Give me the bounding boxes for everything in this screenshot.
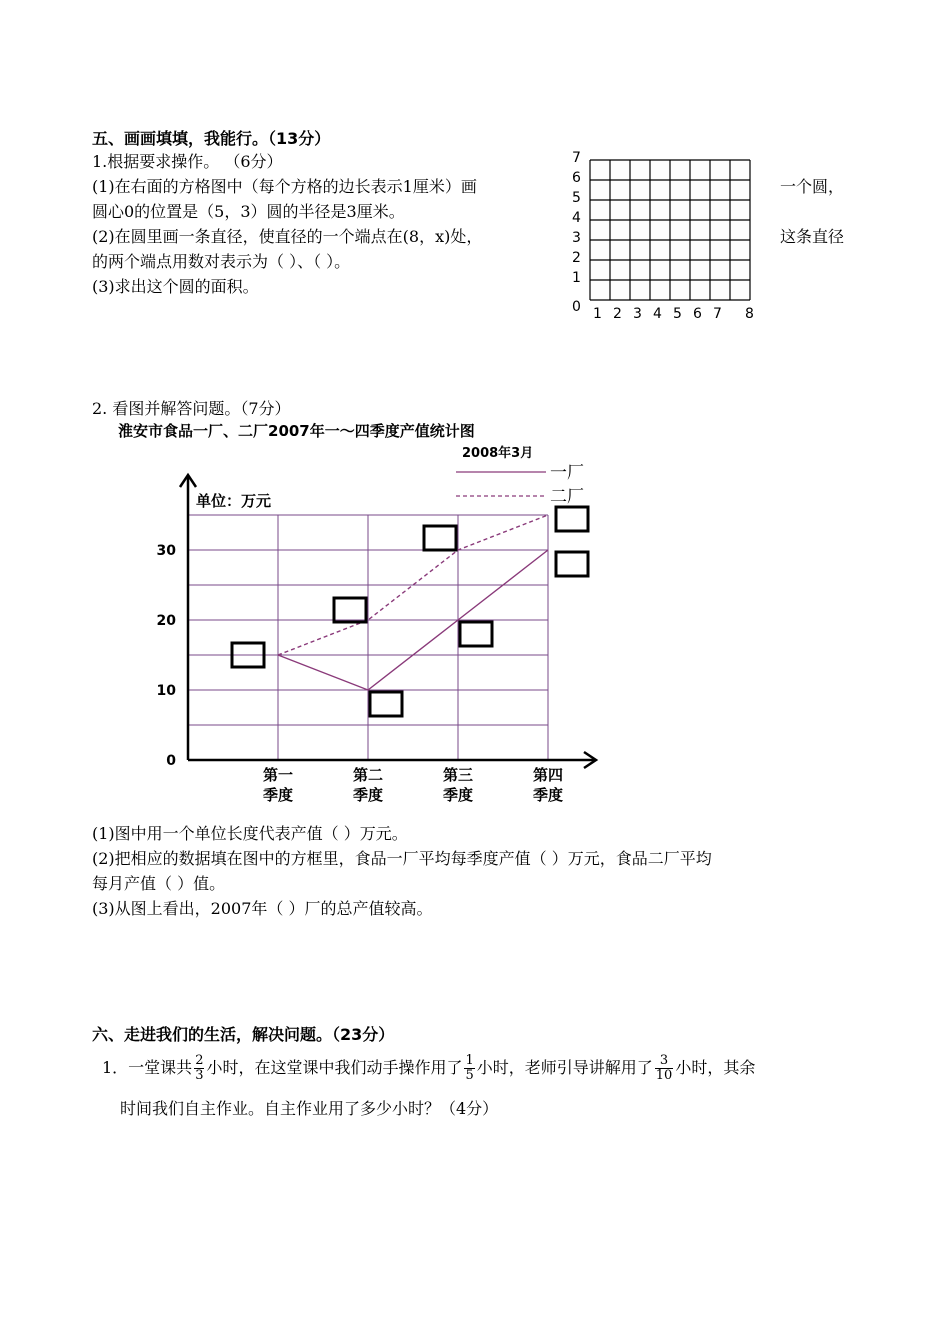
q2-sub1: (1)图中用一个单位长度代表产值（ ）万元。 <box>92 824 408 843</box>
q2-title: 2. 看图并解答问题。（7分） <box>92 399 291 418</box>
legend-label-factory2: 二厂 <box>550 487 584 507</box>
answer-box-factory2-q4[interactable] <box>556 507 588 531</box>
q1-line2: 圆心0的位置是（5，3）圆的半径是3厘米。 <box>92 202 405 221</box>
fraction-three-tenths: $\frac{3}{10}$ <box>655 1053 673 1083</box>
x-category-label: 第三 <box>442 766 474 784</box>
grid-x-label: 7 <box>713 306 722 322</box>
chart-title: 淮安市食品一厂、二厂2007年一～四季度产值统计图 <box>118 422 475 440</box>
grid-y-label: 0 <box>572 299 581 315</box>
legend-label-factory1: 一厂 <box>550 463 584 483</box>
chart-y-ticks <box>157 543 177 769</box>
grid-y-label: 7 <box>572 150 581 166</box>
x-category-label: 第四 <box>532 766 564 784</box>
answer-box-factory2-q2[interactable] <box>334 598 366 622</box>
s6-q1-text2: 小时，在这堂课中我们动手操作用了 <box>206 1058 463 1077</box>
q1-line1-right: 一个圆， <box>780 177 845 196</box>
production-line-chart <box>110 418 630 818</box>
q1-line3-right: 这条直径 <box>780 227 845 246</box>
grid-x-label: 5 <box>673 306 682 322</box>
answer-box-factory1-q4[interactable] <box>556 552 588 576</box>
x-category-label: 季度 <box>262 786 294 804</box>
grid-lines <box>590 160 750 300</box>
grid-x-labels <box>593 306 754 322</box>
answer-box-factory2-q3[interactable] <box>424 526 456 550</box>
s6-q1-line1 <box>102 1050 755 1086</box>
chart-axes <box>180 475 596 768</box>
s6-q1-text3: 小时，老师引导讲解用了 <box>476 1058 653 1077</box>
x-category-label: 第二 <box>352 766 384 784</box>
grid-y-label: 1 <box>572 270 581 286</box>
q2-sub3: (3)从图上看出，2007年（ ）厂的总产值较高。 <box>92 899 433 918</box>
grid-y-label: 2 <box>572 250 581 266</box>
section6-title: 六、走进我们的生活，解决问题。（23分） <box>92 1025 395 1044</box>
chart-answer-boxes <box>232 507 588 716</box>
x-category-label: 季度 <box>352 786 384 804</box>
s6-q1-text1: 1．一堂课共 <box>102 1058 193 1077</box>
chart-grid <box>188 515 548 760</box>
coordinate-grid <box>560 150 770 335</box>
x-category-label: 第一 <box>262 766 294 784</box>
chart-series <box>278 515 548 690</box>
grid-x-label: 1 <box>593 306 602 322</box>
fraction-one-fifth: $\frac{1}{5}$ <box>465 1053 474 1083</box>
q1-line5: (3)求出这个圆的面积。 <box>92 277 259 296</box>
grid-x-label: 3 <box>633 306 642 322</box>
answer-box-factory1-q3[interactable] <box>460 622 492 646</box>
grid-y-label: 6 <box>572 170 581 186</box>
grid-x-label: 8 <box>745 306 754 322</box>
grid-y-labels <box>572 150 581 315</box>
fraction-two-thirds: $\frac{2}{3}$ <box>195 1053 204 1083</box>
q1-title: 1.根据要求操作。 （6分） <box>92 152 283 171</box>
grid-x-label: 6 <box>693 306 702 322</box>
section5-title: 五、画画填填，我能行。（13分） <box>92 129 331 148</box>
q1-line1: (1)在右面的方格图中（每个方格的边长表示1厘米）画 <box>92 177 477 196</box>
chart-subtitle: 2008年3月 <box>462 446 534 461</box>
y-tick-label: 30 <box>156 543 176 559</box>
grid-y-label: 4 <box>572 210 581 226</box>
unit-label: 单位：万元 <box>196 492 272 510</box>
s6-q1-text4: 小时，其余 <box>675 1058 756 1077</box>
grid-y-label: 3 <box>572 230 581 246</box>
q2-sub2a: (2)把相应的数据填在图中的方框里，食品一厂平均每季度产值（ ）万元，食品二厂平均 <box>92 849 712 868</box>
x-category-label: 季度 <box>442 786 474 804</box>
answer-box-factory1-q2[interactable] <box>370 692 402 716</box>
y-tick-label: 0 <box>166 753 176 769</box>
q1-line4: 的两个端点用数对表示为（ ）、（ ）。 <box>92 252 351 271</box>
grid-y-label: 5 <box>572 190 581 206</box>
q1-line3: (2)在圆里画一条直径，使直径的一个端点在(8，x)处， <box>92 227 483 246</box>
y-tick-label: 10 <box>156 683 176 699</box>
y-tick-label: 20 <box>156 613 176 629</box>
s6-q1-line2: 时间我们自主作业。自主作业用了多少小时？（4分） <box>120 1099 499 1118</box>
x-category-label: 季度 <box>532 786 564 804</box>
grid-x-label: 2 <box>613 306 622 322</box>
q2-sub2b: 每月产值（ ）值。 <box>92 874 226 893</box>
chart-x-ticks <box>263 766 563 804</box>
grid-x-label: 4 <box>653 306 662 322</box>
